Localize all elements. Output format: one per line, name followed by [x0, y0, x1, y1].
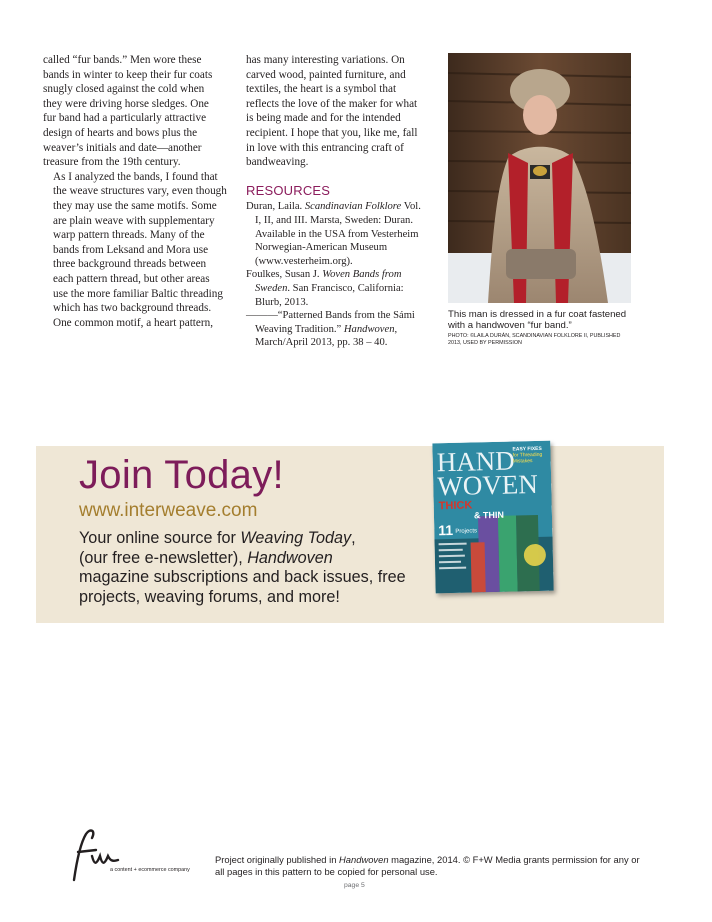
- resources-heading: RESOURCES: [246, 182, 331, 198]
- text-line: carved wood, painted furniture, and: [246, 68, 406, 81]
- text-line: three background threads between: [53, 258, 207, 271]
- interweave-link[interactable]: www.interweave.com: [79, 500, 258, 521]
- join-today-banner[interactable]: [36, 446, 664, 623]
- cover-corner-3: Mistakes: [512, 458, 533, 465]
- text-line: the weave structures vary, even though: [53, 185, 227, 198]
- paragraph-3: [43, 316, 227, 331]
- text-line: One common motif, a heart pattern,: [53, 316, 213, 329]
- text-line: fur band had a particularly attractive: [43, 112, 207, 125]
- photo-credit: PHOTO: ©LAILA DURÁN, SCANDINAVIAN FOLKLORE II, PUBLISHED 2013, USED BY PERMISSION: [448, 333, 621, 347]
- text-line: As I analyzed the bands, I found that: [53, 170, 218, 183]
- photo-caption: This man is dressed in a fur coat fastened with a handwoven “fur band.”: [448, 309, 627, 332]
- cover-corner-1: EASY FIXES: [512, 445, 542, 453]
- text-line: they may use the same motifs. Some: [53, 199, 217, 212]
- text-line: textiles, the heart is a symbol that: [246, 83, 397, 96]
- cover-corner-2: for Threading: [512, 451, 543, 459]
- photo-illustration: [448, 53, 631, 303]
- text-line: are plain weave with supplementary: [53, 214, 215, 227]
- reference-foulkes-book: Foulkes, Susan J. Woven Bands from Sweden. San Francisco, California: Blurb, 2013.: [246, 269, 404, 308]
- text-line: warp pattern threads. Many of the: [53, 229, 205, 242]
- fur-coat-photo: [448, 53, 631, 303]
- fw-tagline: a content + ecommerce company: [110, 867, 190, 873]
- cover-count-text: Projects: [455, 528, 478, 535]
- paragraph-4: [246, 53, 424, 170]
- reference-duran: Duran, Laila. Scandinavian Folklore Vol. I, II, and III. Marsta, Sweden: Duran. Available in the USA from Vesterheim Norwegian-American Museum (www.vesterheim.org).: [246, 201, 421, 267]
- text-line: treasure from the 19th century.: [43, 156, 181, 169]
- handwoven-magazine-cover[interactable]: [432, 441, 553, 594]
- cover-feature-2: & THIN: [473, 509, 505, 521]
- cover-title-top: HAND: [436, 445, 516, 478]
- text-line: is being made and for the intended: [246, 112, 401, 125]
- cover-feature-1: THICK: [438, 499, 473, 513]
- text-line: has many interesting variations. On: [246, 54, 405, 66]
- text-line: each pattern thread, but other areas: [53, 272, 210, 285]
- body-column-2: [246, 53, 424, 350]
- cover-count: 11: [438, 521, 454, 539]
- text-line: which has two background threads.: [53, 302, 212, 315]
- cover-title-bottom: WOVEN: [436, 468, 539, 502]
- text-line: use the more familiar Baltic threading: [53, 287, 223, 300]
- paragraph-2: [43, 170, 227, 316]
- join-description: Your online source for Weaving Today, (our free e-newsletter), Handwoven magazine subscriptions and back issues, free projects, weaving forums, and more!: [79, 529, 406, 606]
- magazine-cover-art: [432, 441, 553, 594]
- paragraph-1: [43, 53, 227, 170]
- text-line: they were driving horse sledges. One: [43, 97, 209, 110]
- text-line: recipient. I hope that you, like me, fall: [246, 126, 418, 139]
- reference-foulkes-article: ———“Patterned Bands from the Sámi Weaving Tradition.” Handwoven, March/April 2013, pp. 38 – 40.: [246, 310, 415, 349]
- text-line: design of hearts and bows plus the: [43, 126, 198, 139]
- text-line: reflects the love of the maker for what: [246, 97, 418, 110]
- text-line: bands in winter to keep their fur coats: [43, 68, 213, 81]
- page-number: page 5: [344, 882, 365, 889]
- fw-logo-icon: [62, 826, 202, 882]
- join-title: Join Today!: [79, 453, 284, 497]
- text-line: called “fur bands.” Men wore these: [43, 54, 202, 66]
- body-column-1: [43, 53, 227, 330]
- text-line: weaver’s initials and date—another: [43, 141, 202, 154]
- text-line: in love with this entrancing craft of: [246, 141, 404, 154]
- text-line: bandweaving.: [246, 156, 309, 169]
- text-line: snugly closed against the cold when: [43, 83, 205, 96]
- text-line: bands from Leksand and Mora use: [53, 243, 209, 256]
- footer-permission-text: Project originally published in Handwoven magazine, 2014. © F+W Media grants permission for any or all pages in this pattern to be copied for personal use.: [215, 854, 640, 877]
